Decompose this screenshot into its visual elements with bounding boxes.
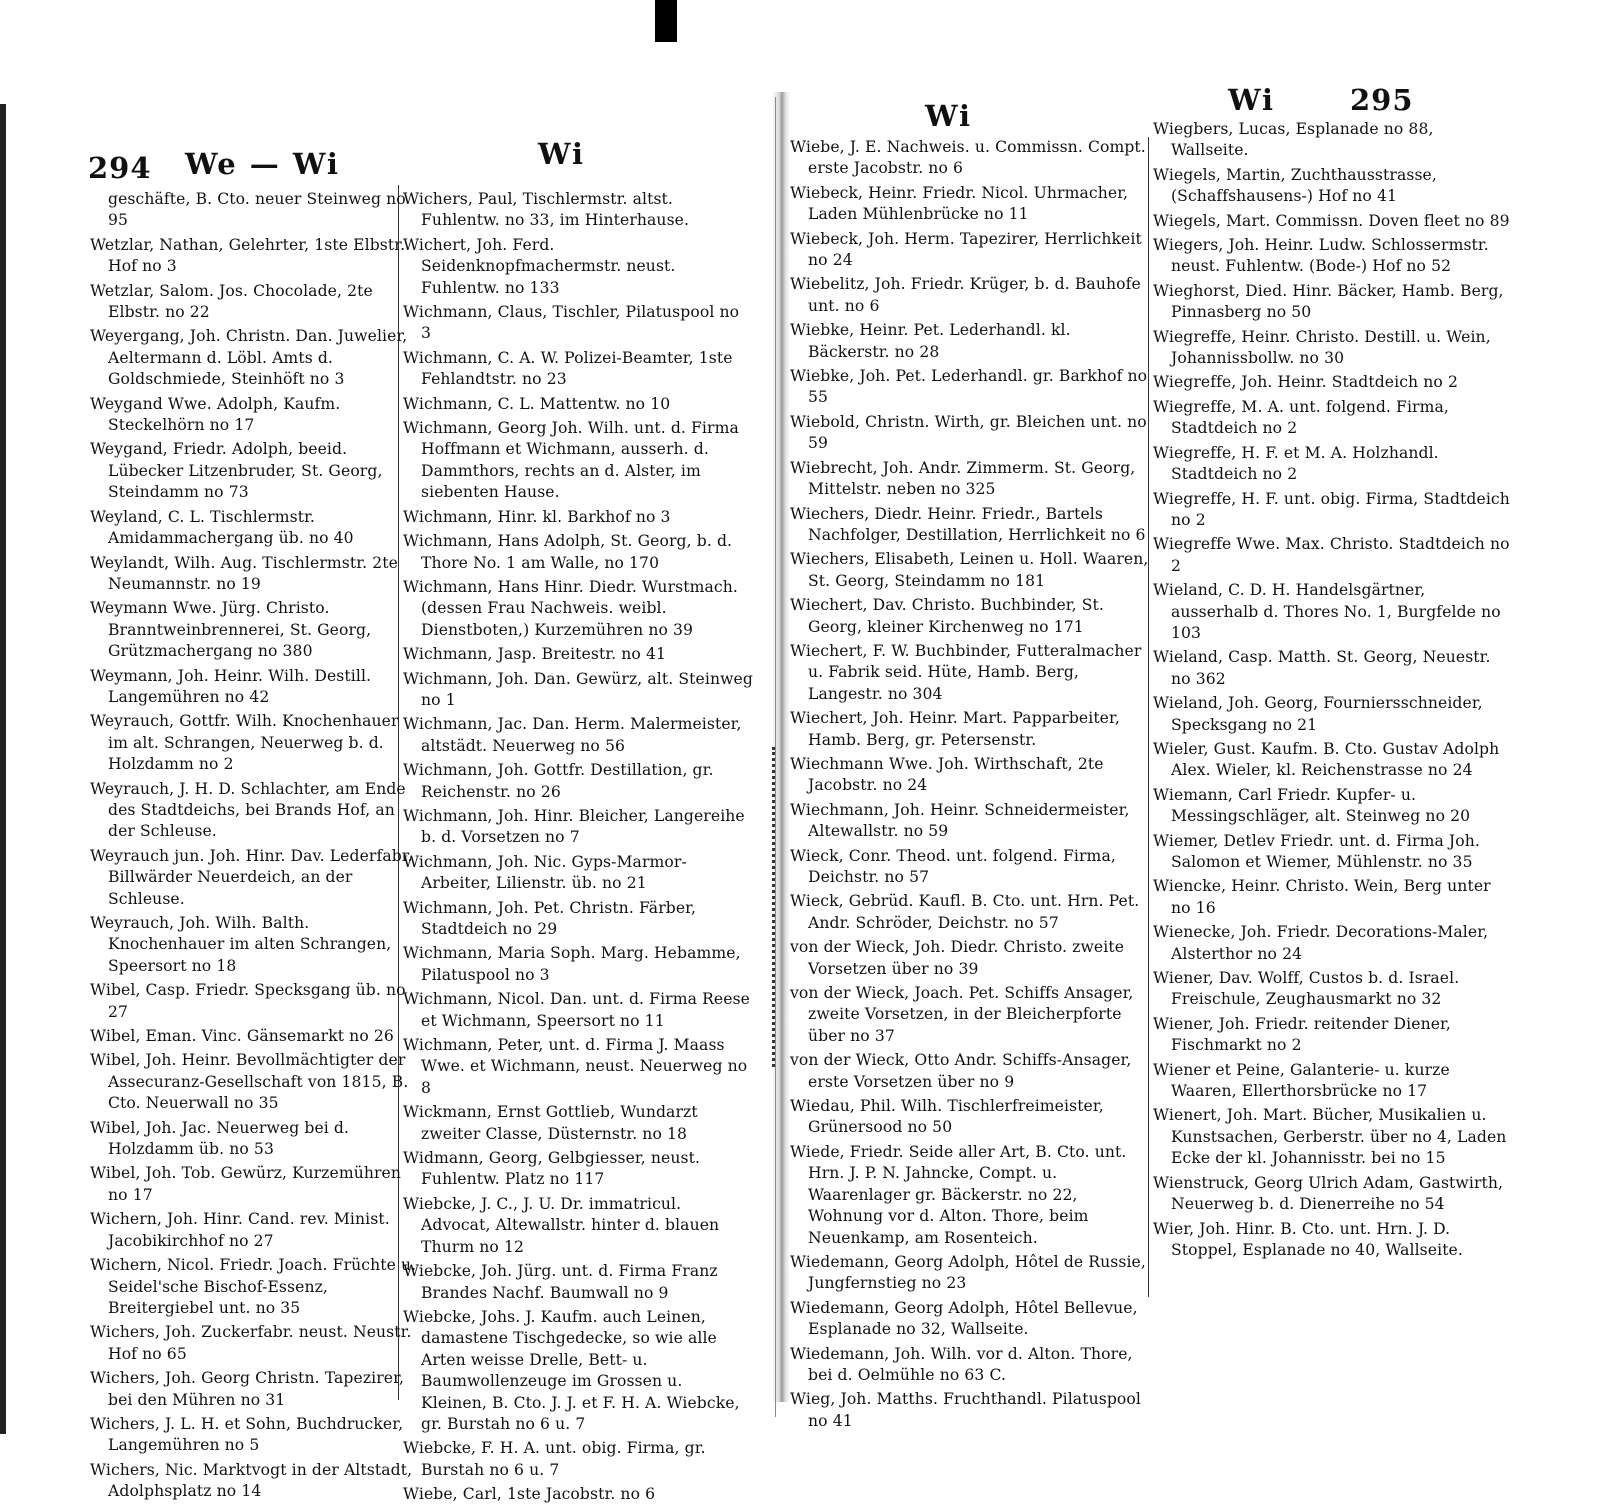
list-item: Wienert, Joh. Mart. Bücher, Musikalien u. Kunstsachen, Gerberstr. über no 4, Laden Ecke der kl. Johannisstr. bei no 15: [1153, 1106, 1507, 1168]
list-item: Weygand, Friedr. Adolph, beeid. Lübecker Litzenbruder, St. Georg, Steindamm no 73: [90, 440, 383, 502]
list-item: Wichmann, Georg Joh. Wilh. unt. d. Firma Hoffmann et Wichmann, ausserh. d. Dammthors, rechts an d. Alster, im siebenten Hause.: [403, 419, 739, 502]
list-item: Wiegels, Mart. Commissn. Doven fleet no 89: [1153, 211, 1510, 230]
list-item: Weyrauch, J. H. D. Schlachter, am Ende des Stadtdeichs, bei Brands Hof, an der Schleuse.: [90, 779, 406, 841]
left-column-1: [90, 189, 420, 1506]
list-item: Wibel, Joh. Heinr. Bevollmächtigter der Assecuranz-Gesellschaft von 1815, B. Cto. Neuerwall no 35: [90, 1051, 409, 1113]
list-item: Wier, Joh. Hinr. B. Cto. unt. Hrn. J. D. Stoppel, Esplanade no 40, Wallseite.: [1153, 1219, 1463, 1259]
list-item: Wiedemann, Joh. Wilh. vor d. Alton. Thore, bei d. Oelmühle no 63 C.: [790, 1344, 1133, 1384]
list-item: Wichmann, Hans Hinr. Diedr. Wurstmach. (dessen Frau Nachweis. weibl. Dienstboten,) Kurzemühren no 39: [403, 577, 738, 639]
list-item: Wieghorst, Died. Hinr. Bäcker, Hamb. Berg, Pinnasberg no 50: [1153, 281, 1504, 322]
list-item: Wibel, Joh. Tob. Gewürz, Kurzemühren no 17: [90, 1164, 402, 1204]
list-item: Wiegreffe, Joh. Heinr. Stadtdeich no 2: [1153, 373, 1458, 392]
list-item: Wiegreffe, M. A. unt. folgend. Firma, Stadtdeich no 2: [1153, 397, 1449, 438]
list-item: Wiebke, Joh. Pet. Lederhandl. gr. Barkhof no 55: [790, 367, 1148, 407]
list-item: Wichern, Nicol. Friedr. Joach. Früchte u. Seidel'sche Bischof-Essenz, Breitergiebel unt. no 35: [90, 1256, 417, 1317]
open-book: [0, 42, 1600, 1504]
list-item: Wiebelitz, Joh. Friedr. Krüger, b. d. Bauhofe unt. no 6: [790, 275, 1141, 315]
column-head-right: Wi: [925, 99, 973, 133]
list-item: Wiedau, Phil. Wilh. Tischlerfreimeister, Grünersood no 50: [790, 1097, 1104, 1137]
list-item: Wiebe, Carl, 1ste Jacobstr. no 6: [403, 1485, 656, 1504]
running-head-right: Wi: [1228, 83, 1276, 117]
list-item: von der Wieck, Otto Andr. Schiffs-Ansager, erste Vorsetzen über no 9: [790, 1051, 1132, 1091]
list-item: Weyrauch, Joh. Wilh. Balth. Knochenhauer im alten Schrangen, Speersort no 18: [90, 914, 392, 975]
list-item: von der Wieck, Joh. Diedr. Christo. zweite Vorsetzen über no 39: [790, 938, 1125, 978]
list-item: Wiechert, Dav. Christo. Buchbinder, St. Georg, kleiner Kirchenweg no 171: [790, 596, 1104, 636]
list-item: Wibel, Eman. Vinc. Gänsemarkt no 26: [90, 1027, 394, 1046]
page-number-right: 295: [1350, 83, 1414, 117]
list-item: Wieck, Gebrüd. Kaufl. B. Cto. unt. Hrn. Pet. Andr. Schröder, Deichstr. no 57: [790, 892, 1140, 932]
list-item: Wiebcke, Johs. J. Kaufm. auch Leinen, damastene Tischgedecke, so wie alle Arten weisse Drelle, Bett- u. Baumwollenzeuge im Grossen u. Kleinen, B. Cto. J. J. et F. H. A. Wiebcke, gr. Burstah no 6 u. 7: [403, 1307, 740, 1433]
list-item: Wiegreffe, H. F. unt. obig. Firma, Stadtdeich no 2: [1153, 489, 1510, 529]
list-item: Wiechers, Elisabeth, Leinen u. Holl. Waaren, St. Georg, Steindamm no 181: [790, 550, 1149, 590]
list-item: Wiebcke, F. H. A. unt. obig. Firma, gr. Burstah no 6 u. 7: [403, 1439, 706, 1479]
list-item: Wichmann, Peter, unt. d. Firma J. Maass Wwe. et Wichmann, neust. Neuerweg no 8: [403, 1036, 748, 1097]
list-item: Wiegels, Martin, Zuchthausstrasse, (Schaffshausens-) Hof no 41: [1153, 165, 1437, 206]
list-item: Wichmann, Joh. Gottfr. Destillation, gr. Reichenstr. no 26: [403, 761, 714, 801]
list-item: Wickmann, Ernst Gottlieb, Wundarzt zweiter Classe, Düsternstr. no 18: [403, 1103, 698, 1143]
list-item: von der Wieck, Joach. Pet. Schiffs Ansager, zweite Vorsetzen, in der Bleicherpforte über no 37: [790, 984, 1134, 1045]
list-item: Wetzlar, Nathan, Gelehrter, 1ste Elbstr. Hof no 3: [90, 235, 406, 276]
list-item: Wichmann, Hans Adolph, St. Georg, b. d. Thore No. 1 am Walle, no 170: [403, 532, 733, 572]
list-item: Wiebeck, Heinr. Friedr. Nicol. Uhrmacher, Laden Mühlenbrücke no 11: [790, 183, 1129, 224]
list-item: Wiener et Peine, Galanterie- u. kurze Waaren, Ellerthorsbrücke no 17: [1153, 1060, 1450, 1101]
list-item: Wiechmann Wwe. Joh. Wirthschaft, 2te Jacobstr. no 24: [790, 754, 1104, 795]
list-item: Wiebcke, Joh. Jürg. unt. d. Firma Franz Brandes Nachf. Baumwall no 9: [403, 1262, 718, 1302]
list-item: Wiebcke, J. C., J. U. Dr. immatricul. Advocat, Altewallstr. hinter d. blauen Thurm no 12: [403, 1194, 720, 1256]
list-item: Weygand Wwe. Adolph, Kaufm. Steckelhörn no 17: [90, 394, 341, 435]
list-item: Wieland, C. D. H. Handelsgärtner, ausserhalb d. Thores No. 1, Burgfelde no 103: [1153, 581, 1501, 642]
list-item: Wiegbers, Lucas, Esplanade no 88, Wallseite.: [1153, 120, 1434, 160]
list-item: Wichmann, Joh. Pet. Christn. Färber, Stadtdeich no 29: [403, 898, 697, 938]
list-item: Wichers, Nic. Marktvogt in der Altstadt, Adolphsplatz no 14: [90, 1460, 413, 1501]
list-item: Wiemann, Carl Friedr. Kupfer- u. Messingschläger, alt. Steinweg no 20: [1153, 785, 1471, 826]
right-column-2: [1153, 119, 1513, 1264]
list-item: geschäfte, B. Cto. neuer Steinweg no 95: [108, 190, 406, 230]
list-item: Wiechmann, Joh. Heinr. Schneidermeister, Altewallstr. no 59: [790, 800, 1130, 841]
list-item: Wiebke, Heinr. Pet. Lederhandl. kl. Bäckerstr. no 28: [790, 321, 1071, 361]
list-item: Wiener, Dav. Wolff, Custos b. d. Israel. Freischule, Zeughausmarkt no 32: [1153, 969, 1460, 1009]
left-page-header: [10, 97, 775, 185]
left-column-2: [403, 189, 753, 1509]
list-item: Wieck, Conr. Theod. unt. folgend. Firma, Deichstr. no 57: [790, 846, 1116, 886]
list-item: Wichers, Paul, Tischlermstr. altst. Fuhlentw. no 33, im Hinterhause.: [403, 190, 690, 230]
list-item: Wichmann, Joh. Hinr. Bleicher, Langereihe b. d. Vorsetzen no 7: [403, 806, 745, 847]
list-item: Wichmann, Jac. Dan. Herm. Malermeister, altstädt. Neuerweg no 56: [403, 715, 742, 755]
list-item: Wichmann, Jasp. Breitestr. no 41: [403, 645, 667, 664]
list-item: Wiede, Friedr. Seide aller Art, B. Cto. unt. Hrn. J. P. N. Jahncke, Compt. u. Waarenlager gr. Bäckerstr. no 22, Wohnung vor d. Alton. Thore, beim Neuenkamp, am Rosenteich.: [790, 1142, 1127, 1247]
list-item: Wiencke, Heinr. Christo. Wein, Berg unter no 16: [1153, 877, 1491, 917]
list-item: Wichmann, C. A. W. Polizei-Beamter, 1ste Fehlandtstr. no 23: [403, 348, 733, 389]
list-item: Weylandt, Wilh. Aug. Tischlermstr. 2te Neumannstr. no 19: [90, 553, 398, 593]
film-edge-marker: [655, 0, 677, 42]
right-column-1: [790, 137, 1150, 1435]
list-item: Wiechert, Joh. Heinr. Mart. Papparbeiter, Hamb. Berg, gr. Petersenstr.: [790, 709, 1120, 749]
list-item: Wienstruck, Georg Ulrich Adam, Gastwirth, Neuerweg b. d. Dienerreihe no 54: [1153, 1173, 1504, 1214]
list-item: Wiedemann, Georg Adolph, Hôtel de Russie, Jungfernstieg no 23: [790, 1252, 1146, 1293]
book-edge: [0, 104, 6, 1434]
list-item: Wieland, Joh. Georg, Fourniersschneider, Specksgang no 21: [1153, 694, 1483, 734]
list-item: Wichmann, C. L. Mattentw. no 10: [403, 394, 671, 413]
running-head-left: We — Wi: [185, 147, 340, 181]
list-item: Wiebe, J. E. Nachweis. u. Commissn. Compt. erste Jacobstr. no 6: [790, 138, 1146, 178]
list-item: Wibel, Casp. Friedr. Specksgang üb. no 27: [90, 981, 406, 1021]
list-item: Wichmann, Joh. Nic. Gyps-Marmor-Arbeiter, Lilienstr. üb. no 21: [403, 852, 687, 893]
list-item: Wichers, J. L. H. et Sohn, Buchdrucker, Langemühren no 5: [90, 1414, 404, 1455]
list-item: Wiechers, Diedr. Heinr. Friedr., Bartels Nachfolger, Destillation, Herrlichkeit no 6: [790, 504, 1146, 544]
list-item: Weymann Wwe. Jürg. Christo. Branntweinbrennerei, St. Georg, Grützmachergang no 380: [90, 599, 372, 661]
list-item: Wienecke, Joh. Friedr. Decorations-Maler, Alsterthor no 24: [1153, 923, 1489, 963]
list-item: Wichert, Joh. Ferd. Seidenknopfmachermstr. neust. Fuhlentw. no 133: [403, 235, 676, 297]
list-item: Weyrauch, Gottfr. Wilh. Knochenhauer im alt. Schrangen, Neuerweg b. d. Holzdamm no 2: [90, 712, 399, 774]
right-page: [790, 83, 1590, 1430]
column-head-left: Wi: [538, 137, 586, 171]
list-item: Wetzlar, Salom. Jos. Chocolade, 2te Elbstr. no 22: [90, 281, 373, 322]
list-item: Widmann, Georg, Gelbgiesser, neust. Fuhlentw. Platz no 117: [403, 1149, 701, 1189]
list-item: Wibel, Joh. Jac. Neuerweg bei d. Holzdamm üb. no 53: [90, 1118, 350, 1159]
list-item: Wieland, Casp. Matth. St. Georg, Neuestr. no 362: [1153, 648, 1491, 688]
list-item: Wiebrecht, Joh. Andr. Zimmerm. St. Georg, Mittelstr. neben no 325: [790, 458, 1136, 499]
list-item: Wieler, Gust. Kaufm. B. Cto. Gustav Adolph Alex. Wieler, kl. Reichenstrasse no 24: [1153, 739, 1500, 780]
stitch-holes: [772, 747, 779, 1067]
list-item: Wichmann, Hinr. kl. Barkhof no 3: [403, 507, 671, 526]
list-item: Wiemer, Detlev Friedr. unt. d. Firma Joh. Salomon et Wiemer, Mühlenstr. no 35: [1153, 831, 1480, 871]
list-item: Wieg, Joh. Matths. Fruchthandl. Pilatuspool no 41: [790, 1390, 1141, 1430]
list-item: Wichers, Joh. Georg Christn. Tapezirer, bei den Mühren no 31: [90, 1369, 404, 1409]
list-item: Wiebeck, Joh. Herm. Tapezirer, Herrlichkeit no 24: [790, 229, 1142, 270]
list-item: Weyergang, Joh. Christn. Dan. Juwelier, Aeltermann d. Löbl. Amts d. Goldschmiede, Steinhöft no 3: [90, 327, 408, 389]
list-item: Weymann, Joh. Heinr. Wilh. Destill. Langemühren no 42: [90, 666, 372, 706]
list-item: Wiedemann, Georg Adolph, Hôtel Bellevue, Esplanade no 32, Wallseite.: [790, 1298, 1138, 1339]
list-item: Wiegreffe, H. F. et M. A. Holzhandl. Stadtdeich no 2: [1153, 443, 1439, 484]
list-item: Wiegers, Joh. Heinr. Ludw. Schlossermstr. neust. Fuhlentw. (Bode-) Hof no 52: [1153, 236, 1489, 276]
list-item: Wichmann, Joh. Dan. Gewürz, alt. Steinweg no 1: [403, 669, 753, 709]
list-item: Wiegreffe Wwe. Max. Christo. Stadtdeich no 2: [1153, 535, 1510, 575]
list-item: Wichmann, Maria Soph. Marg. Hebamme, Pilatuspool no 3: [403, 944, 741, 984]
list-item: Wiener, Joh. Friedr. reitender Diener, Fischmarkt no 2: [1153, 1014, 1451, 1055]
page-number-left: 294: [88, 151, 152, 185]
list-item: Wichern, Joh. Hinr. Cand. rev. Minist. Jacobikirchhof no 27: [90, 1210, 390, 1250]
list-item: Wichers, Joh. Zuckerfabr. neust. Neustr. Hof no 65: [90, 1323, 412, 1363]
list-item: Weyrauch jun. Joh. Hinr. Dav. Lederfabr. Billwärder Neuerdeich, an der Schleuse.: [90, 846, 413, 908]
left-page: [10, 97, 776, 1504]
list-item: Wiechert, F. W. Buchbinder, Futteralmacher u. Fabrik seid. Hüte, Hamb. Berg, Langestr. no 304: [790, 641, 1142, 703]
list-item: Wiegreffe, Heinr. Christo. Destill. u. Wein, Johannissbollw. no 30: [1153, 327, 1491, 368]
list-item: Wichmann, Nicol. Dan. unt. d. Firma Reese et Wichmann, Speersort no 11: [403, 990, 751, 1030]
list-item: Wiebold, Christn. Wirth, gr. Bleichen unt. no 59: [790, 412, 1147, 453]
list-item: Weyland, C. L. Tischlermstr. Amidammachergang üb. no 40: [90, 507, 354, 548]
list-item: Wichmann, Claus, Tischler, Pilatuspool no 3: [403, 303, 740, 343]
